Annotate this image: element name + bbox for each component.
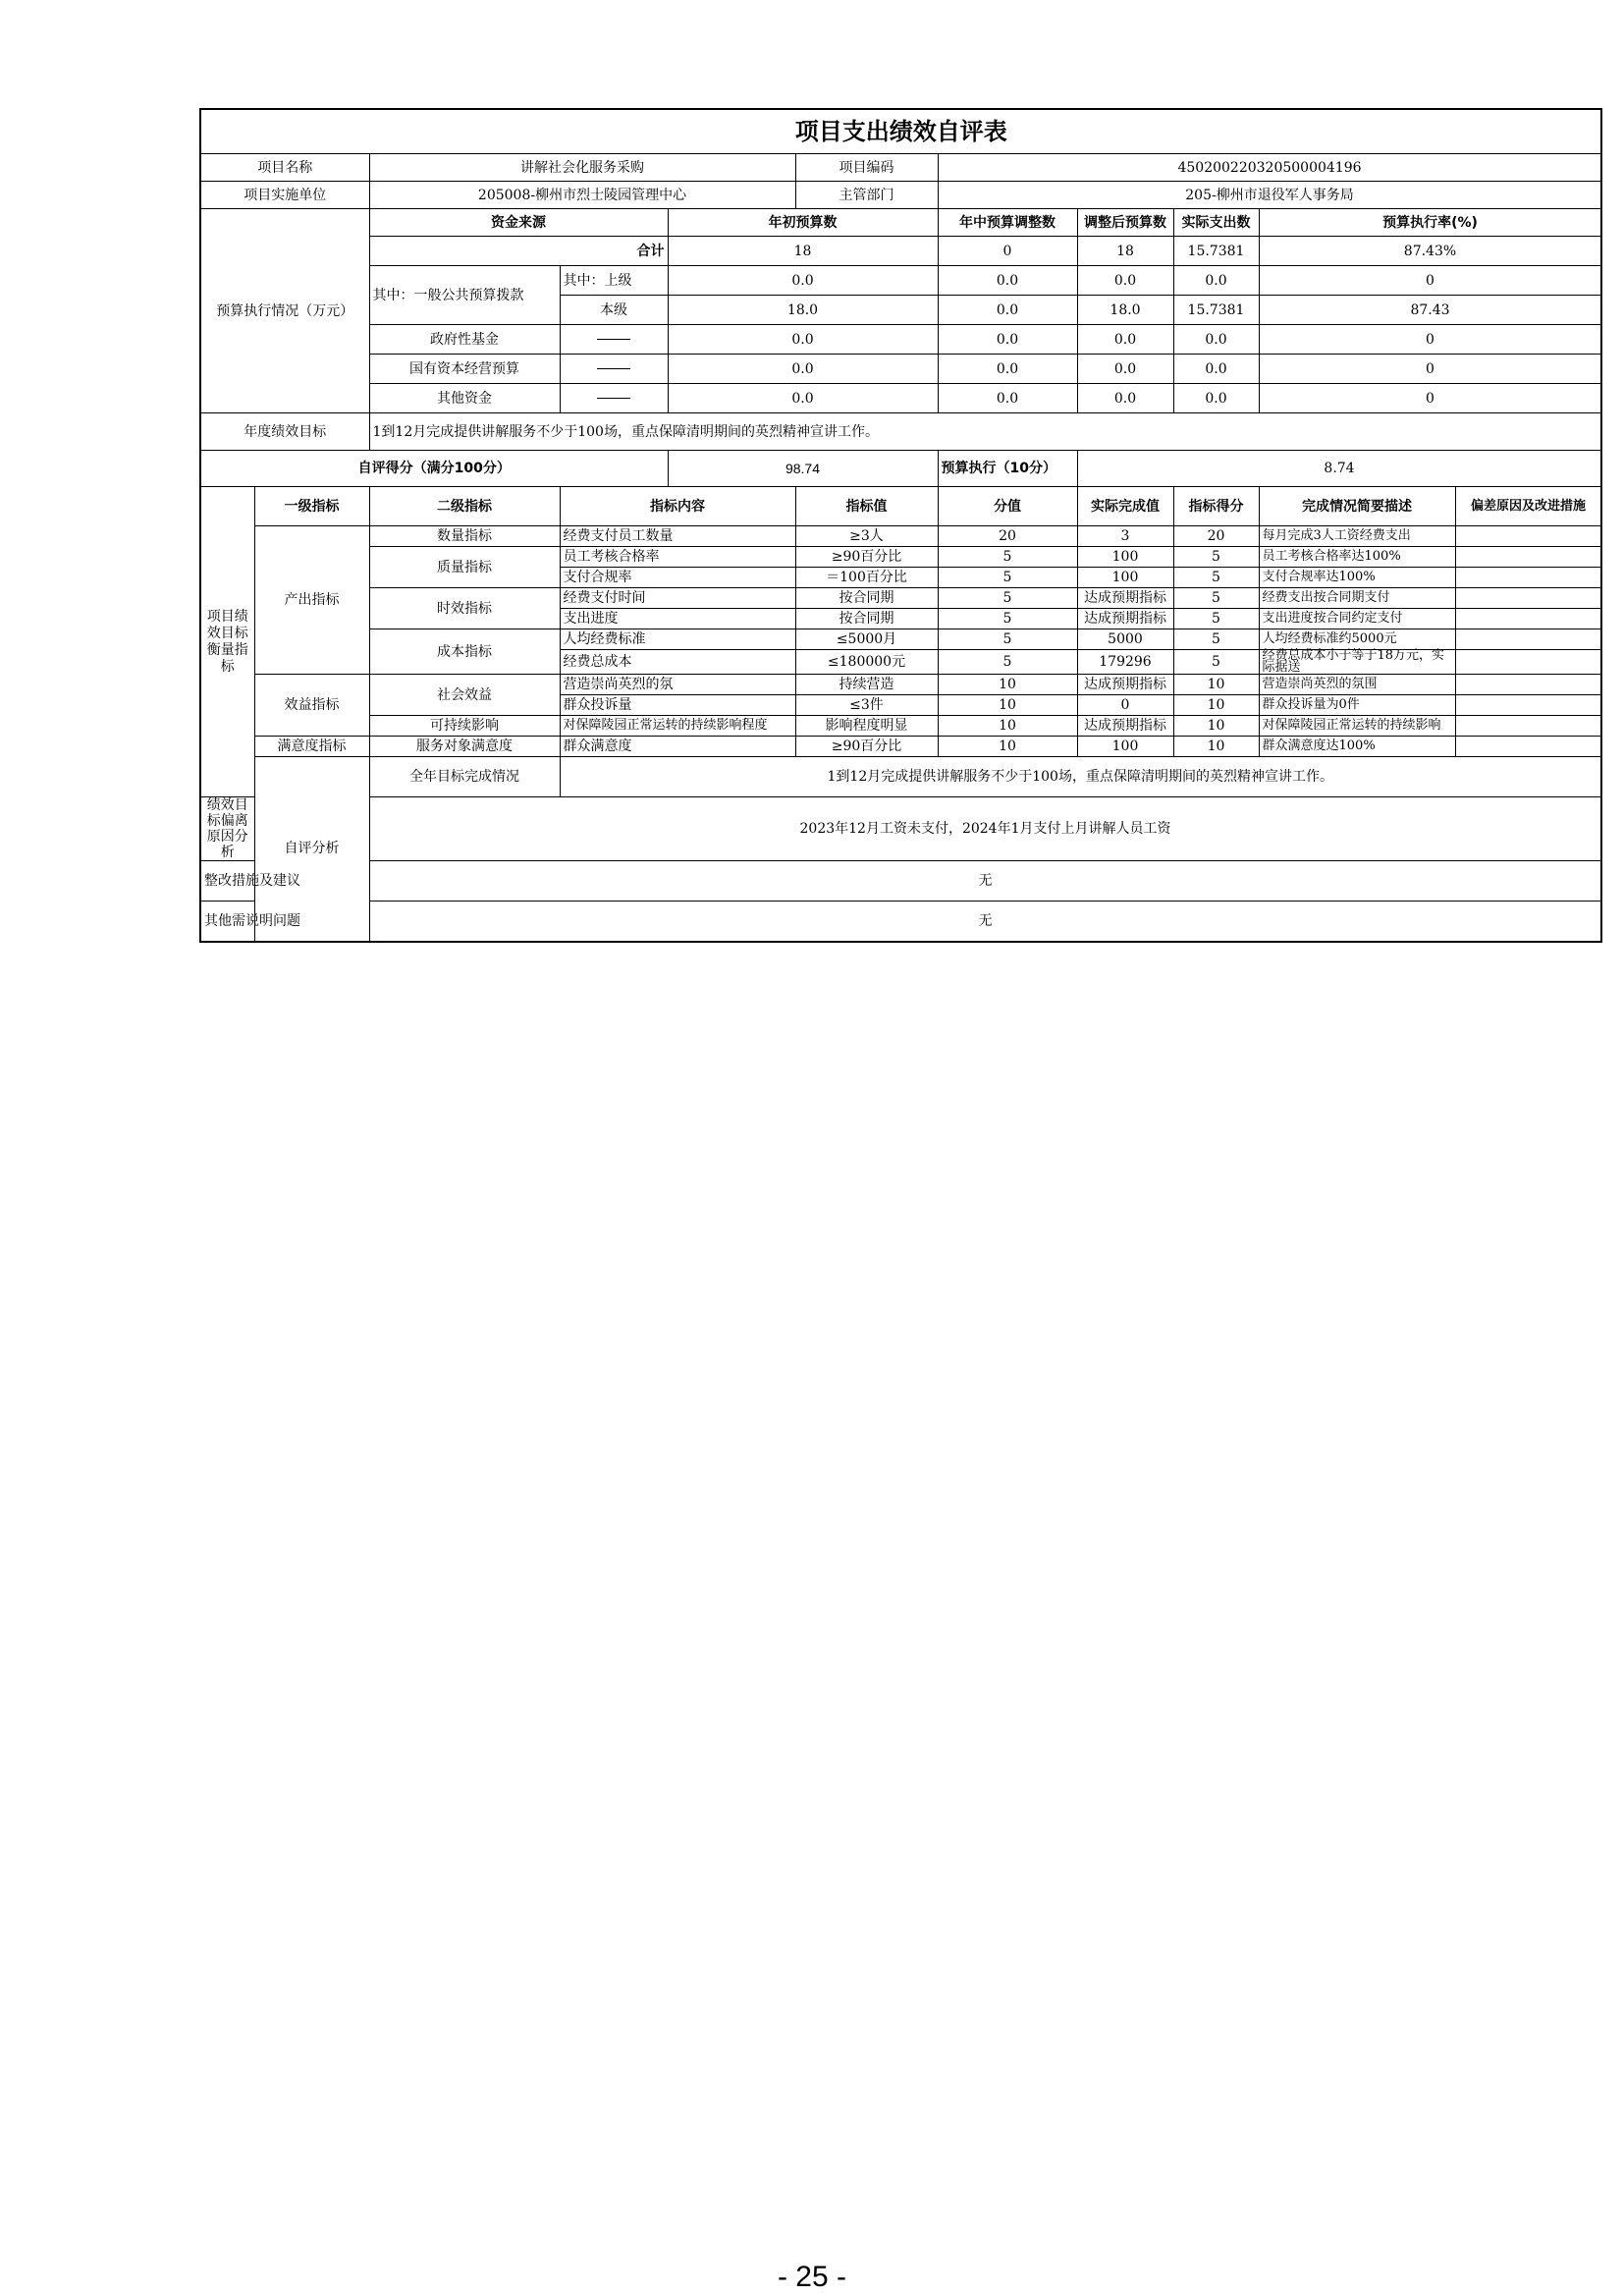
indicator-actual: 179296	[1077, 650, 1173, 675]
indicator-content: 群众投诉量	[560, 695, 795, 716]
dash-cell	[560, 384, 668, 413]
indicator-deviation	[1455, 737, 1601, 757]
project-name-label: 项目名称	[200, 154, 369, 182]
budget-row-label: 其中：上级	[560, 266, 668, 296]
indicator-score: 10	[1173, 675, 1259, 695]
indicator-desc: 支出进度按合同约定支付	[1259, 609, 1455, 629]
indicator-desc: 人均经费标准约5000元	[1259, 629, 1455, 650]
indicator-actual: 达成预期指标	[1077, 675, 1173, 695]
analysis-row-label: 其他需说明问题	[200, 902, 254, 942]
indicator-header: 指标内容	[560, 487, 795, 526]
budget-header: 预算执行率(%)	[1259, 209, 1601, 237]
indicator-actual: 100	[1077, 568, 1173, 588]
indicator-header: 偏差原因及改进措施	[1455, 487, 1601, 526]
budget-cell: 0.0	[668, 355, 938, 384]
budget-cell: 0.0	[1077, 384, 1173, 413]
indicator-score: 5	[1173, 568, 1259, 588]
evaluation-table	[199, 108, 1602, 943]
indicator-header: 完成情况简要描述	[1259, 487, 1455, 526]
indicator-header: 指标得分	[1173, 487, 1259, 526]
indicator-content: 营造崇尚英烈的氛	[560, 675, 795, 695]
indicator-target: ≥3人	[795, 526, 938, 547]
indicator-weight: 10	[938, 737, 1077, 757]
analysis-row-text: 无	[369, 861, 1601, 902]
indicator-content: 员工考核合格率	[560, 547, 795, 568]
implementing-unit-label: 项目实施单位	[200, 182, 369, 209]
indicator-score: 5	[1173, 650, 1259, 675]
indicator-score: 5	[1173, 588, 1259, 609]
annual-goal-label: 年度绩效目标	[200, 413, 369, 451]
budget-row-label: 其他资金	[369, 384, 560, 413]
indicator-header: 分值	[938, 487, 1077, 526]
indicator-deviation	[1455, 568, 1601, 588]
budget-cell: 0.0	[1173, 325, 1259, 355]
indicator-score: 10	[1173, 716, 1259, 737]
indicator-content: 经费总成本	[560, 650, 795, 675]
indicator-weight: 5	[938, 588, 1077, 609]
indicator-actual: 0	[1077, 695, 1173, 716]
analysis-row-label: 全年目标完成情况	[369, 757, 560, 797]
general-budget-label: 其中：一般公共预算拨款	[369, 266, 560, 325]
budget-row-label: 国有资本经营预算	[369, 355, 560, 384]
indicator-deviation	[1455, 629, 1601, 650]
indicator-actual: 3	[1077, 526, 1173, 547]
budget-header: 实际支出数	[1173, 209, 1259, 237]
project-code-label: 项目编码	[795, 154, 938, 182]
budget-cell: 18	[668, 237, 938, 266]
budget-cell: 15.7381	[1173, 296, 1259, 325]
indicator-deviation	[1455, 588, 1601, 609]
indicator-actual: 100	[1077, 547, 1173, 568]
indicator-weight: 10	[938, 716, 1077, 737]
indicator-target: ≤180000元	[795, 650, 938, 675]
indicator-weight: 5	[938, 568, 1077, 588]
level2-social: 社会效益	[369, 675, 560, 716]
level1-output: 产出指标	[254, 526, 369, 675]
analysis-row-text: 2023年12月工资未支付，2024年1月支付上月讲解人员工资	[369, 797, 1601, 861]
indicator-actual: 达成预期指标	[1077, 716, 1173, 737]
indicator-score: 5	[1173, 547, 1259, 568]
budget-cell: 0.0	[668, 325, 938, 355]
supervising-dept: 205-柳州市退役军人事务局	[938, 182, 1601, 209]
budget-cell: 0.0	[938, 266, 1077, 296]
level2-quantity: 数量指标	[369, 526, 560, 547]
budget-cell: 0.0	[938, 325, 1077, 355]
indicator-target: ≥90百分比	[795, 547, 938, 568]
indicator-desc: 员工考核合格率达100%	[1259, 547, 1455, 568]
indicator-score: 10	[1173, 695, 1259, 716]
indicator-content: 对保障陵园正常运转的持续影响程度	[560, 716, 795, 737]
indicator-desc: 经费总成本小于等于18万元，实际据送	[1259, 650, 1455, 675]
budget-header: 年初预算数	[668, 209, 938, 237]
indicator-target: 按合同期	[795, 609, 938, 629]
indicator-desc: 群众投诉量为0件	[1259, 695, 1455, 716]
budget-cell: 0.0	[1173, 266, 1259, 296]
budget-cell: 0.0	[668, 266, 938, 296]
indicator-desc: 群众满意度达100%	[1259, 737, 1455, 757]
level2-sustainable: 可持续影响	[369, 716, 560, 737]
budget-section-label: 预算执行情况（万元）	[200, 209, 369, 413]
level2-timeliness: 时效指标	[369, 588, 560, 629]
indicator-target: 按合同期	[795, 588, 938, 609]
budget-header: 资金来源	[369, 209, 668, 237]
indicator-target: 持续营造	[795, 675, 938, 695]
indicator-weight: 5	[938, 547, 1077, 568]
budget-cell: 87.43	[1259, 296, 1601, 325]
dash-cell	[560, 355, 668, 384]
performance-self-evaluation-sheet	[199, 108, 1600, 943]
level2-service: 服务对象满意度	[369, 737, 560, 757]
project-code: 450200220320500004196	[938, 154, 1601, 182]
budget-cell: 0	[1259, 325, 1601, 355]
indicator-desc: 对保障陵园正常运转的持续影响	[1259, 716, 1455, 737]
indicator-actual: 5000	[1077, 629, 1173, 650]
budget-cell: 0.0	[668, 384, 938, 413]
indicator-actual: 100	[1077, 737, 1173, 757]
indicator-deviation	[1455, 547, 1601, 568]
budget-header: 年中预算调整数	[938, 209, 1077, 237]
budget-cell: 0.0	[938, 296, 1077, 325]
level1-satisfaction: 满意度指标	[254, 737, 369, 757]
budget-cell: 0	[938, 237, 1077, 266]
indicator-content: 群众满意度	[560, 737, 795, 757]
indicator-deviation	[1455, 526, 1601, 547]
budget-cell: 18.0	[668, 296, 938, 325]
indicator-content: 经费支付员工数量	[560, 526, 795, 547]
budget-cell: 0.0	[938, 384, 1077, 413]
budget-header: 调整后预算数	[1077, 209, 1173, 237]
analysis-row-text: 无	[369, 902, 1601, 942]
indicator-content: 经费支付时间	[560, 588, 795, 609]
indicator-weight: 5	[938, 609, 1077, 629]
indicator-weight: 10	[938, 695, 1077, 716]
indicator-header: 二级指标	[369, 487, 560, 526]
indicator-target: ≥90百分比	[795, 737, 938, 757]
indicator-deviation	[1455, 716, 1601, 737]
level1-benefit: 效益指标	[254, 675, 369, 737]
budget-row-label: 政府性基金	[369, 325, 560, 355]
indicator-target: ＝100百分比	[795, 568, 938, 588]
indicator-desc: 经费支出按合同期支付	[1259, 588, 1455, 609]
analysis-row-text: 1到12月完成提供讲解服务不少于100场，重点保障清明期间的英烈精神宣讲工作。	[560, 757, 1601, 797]
indicator-score: 5	[1173, 629, 1259, 650]
indicator-target: ≤5000月	[795, 629, 938, 650]
project-name: 讲解社会化服务采购	[369, 154, 795, 182]
annual-goal-text: 1到12月完成提供讲解服务不少于100场，重点保障清明期间的英烈精神宣讲工作。	[369, 413, 1601, 451]
indicator-target: 影响程度明显	[795, 716, 938, 737]
level2-cost: 成本指标	[369, 629, 560, 675]
self-score-label: 自评得分（满分100分）	[200, 451, 668, 487]
page-number: - 25 -	[777, 2261, 847, 2293]
self-score-value: 98.74	[668, 451, 938, 487]
budget-cell: 0.0	[1077, 266, 1173, 296]
indicator-content: 支出进度	[560, 609, 795, 629]
budget-cell: 18.0	[1077, 296, 1173, 325]
budget-cell: 0.0	[1077, 355, 1173, 384]
budget-cell: 15.7381	[1173, 237, 1259, 266]
analysis-row-label: 绩效目标偏离原因分析	[200, 797, 254, 861]
indicator-actual: 达成预期指标	[1077, 588, 1173, 609]
indicator-weight: 20	[938, 526, 1077, 547]
indicator-target: ≤3件	[795, 695, 938, 716]
indicator-deviation	[1455, 675, 1601, 695]
indicator-score: 20	[1173, 526, 1259, 547]
budget-cell: 0.0	[1173, 384, 1259, 413]
dash-cell	[560, 325, 668, 355]
dash-line	[597, 368, 630, 369]
indicator-score: 5	[1173, 609, 1259, 629]
analysis-row-label: 整改措施及建议	[200, 861, 254, 902]
indicator-actual: 达成预期指标	[1077, 609, 1173, 629]
budget-row-label: 本级	[560, 296, 668, 325]
budget-cell: 0	[1259, 355, 1601, 384]
budget-cell: 0.0	[938, 355, 1077, 384]
indicator-deviation	[1455, 695, 1601, 716]
dash-line	[597, 339, 630, 340]
indicator-weight: 5	[938, 650, 1077, 675]
indicator-header: 实际完成值	[1077, 487, 1173, 526]
indicator-content: 支付合规率	[560, 568, 795, 588]
indicator-deviation	[1455, 650, 1601, 675]
indicator-weight: 5	[938, 629, 1077, 650]
budget-exec-value: 8.74	[1077, 451, 1601, 487]
budget-exec-label: 预算执行（10分）	[938, 451, 1077, 487]
level2-quality: 质量指标	[369, 547, 560, 588]
budget-cell: 18	[1077, 237, 1173, 266]
supervising-dept-label: 主管部门	[795, 182, 938, 209]
indicator-desc: 支付合规率达100%	[1259, 568, 1455, 588]
budget-cell: 87.43%	[1259, 237, 1601, 266]
indicator-header: 一级指标	[254, 487, 369, 526]
analysis-section-label: 自评分析	[254, 757, 369, 942]
indicator-desc: 营造崇尚英烈的氛围	[1259, 675, 1455, 695]
indicator-desc: 每月完成3人工资经费支出	[1259, 526, 1455, 547]
indicator-header: 指标值	[795, 487, 938, 526]
indicator-score: 10	[1173, 737, 1259, 757]
indicators-section-label: 项目绩效目标衡量指标	[200, 487, 254, 797]
budget-cell: 0	[1259, 266, 1601, 296]
implementing-unit: 205008-柳州市烈士陵园管理中心	[369, 182, 795, 209]
budget-total-label: 合计	[369, 237, 668, 266]
indicator-deviation	[1455, 609, 1601, 629]
budget-cell: 0.0	[1077, 325, 1173, 355]
budget-cell: 0.0	[1173, 355, 1259, 384]
budget-cell: 0	[1259, 384, 1601, 413]
indicator-weight: 10	[938, 675, 1077, 695]
indicator-content: 人均经费标准	[560, 629, 795, 650]
page-title: 项目支出绩效自评表	[200, 109, 1601, 154]
dash-line	[597, 398, 630, 399]
